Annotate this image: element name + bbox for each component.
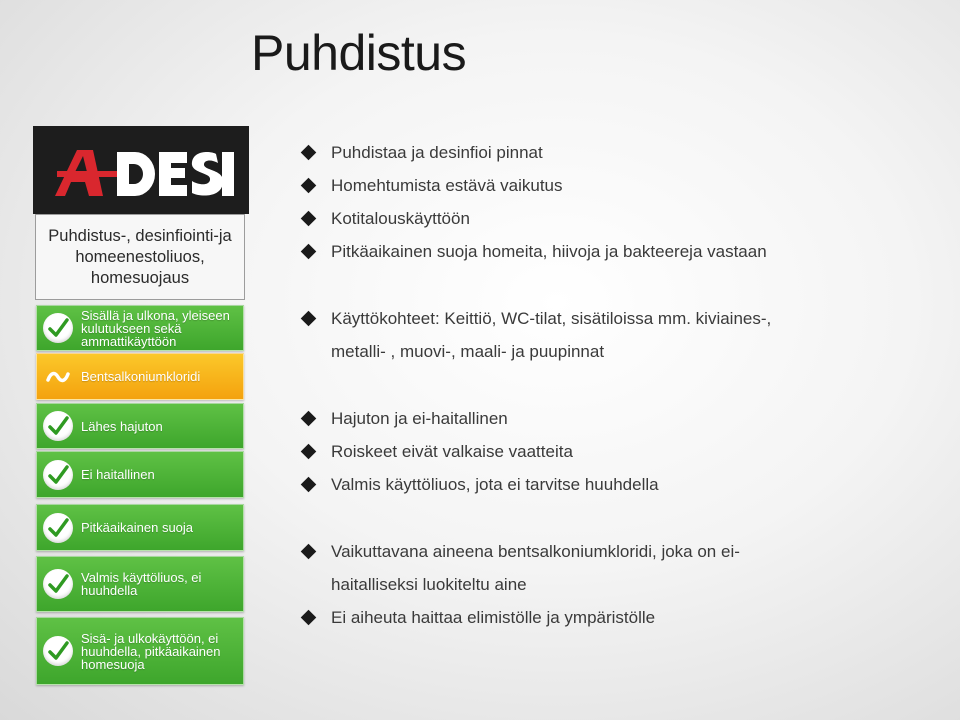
checkmark-icon [43,636,73,666]
product-subtitle-box [35,214,245,300]
logo-letters [117,152,234,196]
bullet-text: Valmis käyttöliuos, jota ei tarvitse huuhdella [331,475,659,494]
feature-label: Bentsalkoniumkloridi [81,369,201,384]
bullet-text-continuation: metalli- , muovi-, maali- ja puupinnat [331,342,605,361]
bullet-text: Kotitalouskäyttöön [331,209,470,228]
checkmark-icon [43,460,73,490]
bullet-item [300,136,543,169]
slide-title: Puhdistus [251,25,467,81]
logo-bar [57,171,117,177]
diamond-bullet-icon [301,178,317,194]
bullet-item [300,601,655,634]
feature-label: Sisä- ja ulkokäyttöön, ei huuhdella, pitkäaikainen homesuoja [81,630,221,672]
feature-label: Lähes hajuton [81,418,163,434]
bullet-text: Puhdistaa ja desinfioi pinnat [331,143,543,162]
adesi-logo [33,126,249,214]
product-subtitle: Puhdistus-, desinfiointi-ja homeenestoliuos, homesuojaus [48,226,232,287]
bullet-item [300,402,508,435]
bullet-text-continuation: haitalliseksi luokiteltu aine [331,575,527,594]
diamond-bullet-icon [301,211,317,227]
bullet-item [300,468,659,501]
diamond-bullet-icon [301,477,317,493]
bullet-item [300,235,767,268]
bullet-text: Roiskeet eivät valkaise vaatteita [331,442,573,461]
diamond-bullet-icon [301,411,317,427]
tilde-icon [43,362,73,392]
checkmark-icon [43,513,73,543]
feature-item-ready-solution [36,556,244,612]
bullet-text: Hajuton ja ei-haitallinen [331,409,508,428]
diamond-bullet-icon [301,544,317,560]
diamond-bullet-icon [301,145,317,161]
bullet-item [300,202,470,235]
feature-item-indoor-outdoor [36,305,244,351]
adesi-logo-graphic [33,126,249,214]
diamond-bullet-icon [301,311,317,327]
feature-item-not-harmful [36,451,244,498]
feature-item-odorless [36,403,244,449]
bullet-item [300,435,573,468]
bullet-text: Pitkäaikainen suoja homeita, hiivoja ja bakteereja vastaan [331,242,767,261]
feature-label: Sisällä ja ulkona, yleiseen kulutukseen sekä ammattikäyttöön [81,307,230,349]
bullet-text: Käyttökohteet: Keittiö, WC-tilat, sisätiloissa mm. kiviaines-, [331,309,772,328]
checkmark-icon [43,569,73,599]
feature-label: Valmis käyttöliuos, ei huuhdella [81,570,202,598]
bullet-item [300,169,563,202]
feature-item-indoor-outdoor-mold [36,617,244,685]
bullet-text: Homehtumista estävä vaikutus [331,176,563,195]
diamond-bullet-icon [301,244,317,260]
bullet-item [300,302,771,368]
feature-label: Pitkäaikainen suoja [81,520,194,535]
feature-label: Ei haitallinen [81,467,155,482]
bullet-text: Vaikuttavana aineena bentsalkoniumkloridi, joka on ei- [331,542,740,561]
checkmark-icon [43,411,73,441]
diamond-bullet-icon [301,610,317,626]
feature-item-bentsalkoniumkloridi [36,353,244,400]
feature-item-long-protection [36,504,244,551]
checkmark-icon [43,313,73,343]
bullet-text: Ei aiheuta haittaa elimistölle ja ympäristölle [331,608,656,627]
diamond-bullet-icon [301,444,317,460]
bullet-item [300,535,740,601]
